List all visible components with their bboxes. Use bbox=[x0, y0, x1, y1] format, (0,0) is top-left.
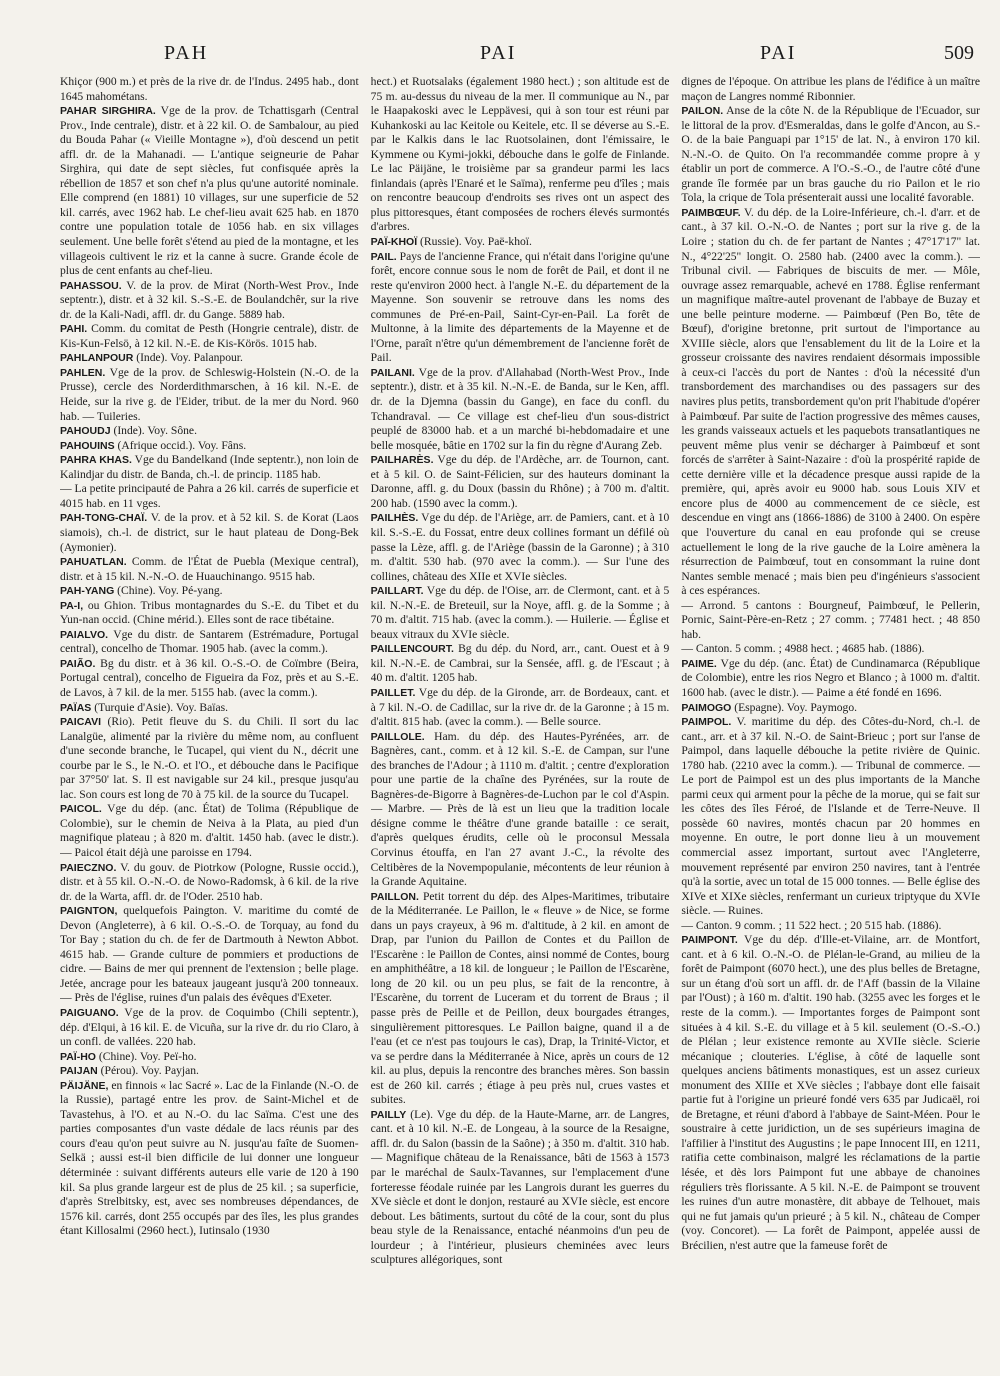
entry-text: Khiçor (900 m.) et près de la rive dr. de l'Indus. 2495 hab., dont 1645 mahométans. bbox=[60, 75, 359, 103]
entry-text: Vge du dép. de la Gironde, arr. de Bordeaux, cant. et à 7 kil. N.-O. de Cadillac, sur la rive dr. de la Garonne ; à 15 m. d'altit. 815 hab. (avec la comm.). — Belle source. bbox=[370, 685, 670, 729]
dictionary-entry bbox=[371, 250, 670, 366]
entry-text: Pays de l'ancienne France, qui n'était dans l'origine qu'une forêt, encore connue sous le nom de forêt de Pail, et dont il ne reste qu'environ 2000 hect. à l'angle N.-E. du département de la Mayenne. Son souvenir se retrouve dans les noms des communes de Pré-en-Pail, Saint-Cyr-en-Pail. La forêt de Multonne, à la limite des départements de la Mayenne et de l'Orne, paraît n'être qu'un démembrement de l'ancienne forêt de Pail. bbox=[370, 249, 670, 365]
entry-text: Vge du dép. (anc. État) de Tolima (République de Colombie), sur le chemin de Neiva à la Plata, au pied d'un magnifique plateau ; à 820 m. d'altit. 1450 hab. (avec le distr.). — Paicol était déjà une paroisse en 1794. bbox=[60, 802, 359, 859]
entry-text: V. de la prov. et à 52 kil. S. de Korat (Laos siamois), ch.-l. de district, sur le haut plateau de Dong-Bek (Aymonier). bbox=[60, 511, 359, 554]
entry-text: (Le). Vge du dép. de la Haute-Marne, arr. de Langres, cant. et à 10 kil. N.-E. de Longeau, à la source de la Resaigne, affl. dr. du Salon (bassin de la Saône) ; à 350 m. d'altit. 310 hab. — Magnifique château de la Renaissance, bâti de 1563 à 1573 par le maréchal de Saulx-Tavannes, sur l'emplacement d'une forteresse féodale ruinée par les Langrois durant les guerres du XVe siècle et dont le donjon, restauré au XVIe siècle, est encore debout. Les bâtiments, surtout du côté de la cour, sont du plus beau style de la Renaissance, entaché néanmoins d'un peu de lourdeur ; à l'intérieur, plusieurs cheminées avec leurs sculptures allégoriques, sont bbox=[370, 1107, 670, 1267]
dictionary-entry bbox=[371, 686, 670, 730]
entry-headword: PAHI. bbox=[60, 323, 88, 336]
dictionary-entry bbox=[60, 351, 359, 366]
entry-text: — Arrond. 5 cantons : Bourgneuf, Paimbœuf, le Pellerin, Pornic, Saint-Père-en-Retz ; 27 comm. ; 77481 hect. ; 48 850 hab. bbox=[681, 598, 980, 641]
entry-headword: PAIECZNO. bbox=[60, 861, 117, 874]
dictionary-entry bbox=[60, 453, 359, 482]
entry-text: (Russie). Voy. Paë-khoï. bbox=[417, 235, 532, 249]
header-left-guideword: PAH bbox=[164, 42, 209, 64]
column-3 bbox=[681, 75, 980, 1365]
entry-headword: PAILLET. bbox=[370, 686, 416, 699]
entry-text: Vge du distr. de Santarem (Estrémadure, Portugal central), concelho de Thomar. 1905 hab. (avec la comm.). bbox=[60, 627, 359, 656]
entry-headword: PAÏ-HO bbox=[60, 1050, 96, 1063]
entry-text: quelquefois Paington. V. maritime du comté de Devon (Angleterre), à 6 kil. O.-S.-O. de Torquay, au fond du Tor Bay ; station du ch. de fer de Dartmouth à Newton Abbot. 4615 hab. — Grande culture de pommiers et productions de cidre. — Bains de mer qui prennent de l'extension ; belle plage. Jetée, ancrage pour les bateaux jaugeant jusqu'à 200 tonneaux. — Près de l'église, ruines d'un palais des évêques d'Exeter. bbox=[60, 904, 359, 1005]
dictionary-entry bbox=[371, 366, 670, 453]
dictionary-entry bbox=[371, 730, 670, 890]
entry-headword: PAILLON. bbox=[370, 890, 419, 903]
dictionary-entry bbox=[60, 482, 359, 511]
entry-text: Ham. du dép. des Hautes-Pyrénées, arr. de Bagnères, cant., comm. et à 12 kil. S.-E. de Campan, sur l'une des branches de l'Adour ; à 1110 m. d'altit. ; centre d'exploration pour une partie de la chaîne des Pyrénées, sur la route de Bagnères-de-Bigorre à Bagnères-de-Luchon par le col d'Aspin. — Marbre. — Près de là est un lieu que la tradition locale désigne comme le théâtre d'une grande bataille : ce serait, d'après quelques érudits, celle où le proconsul Messala Corvinus étouffa, en l'an 27 avant J.-C., la révolte des Celtibères de la Novempopulanie, mécontents de leur réunion à la Grande Aquitaine. bbox=[370, 729, 670, 889]
entry-headword: PAILLENCOURT. bbox=[370, 643, 454, 656]
dictionary-entry bbox=[60, 904, 359, 1006]
entry-text: (Rio). Petit fleuve du S. du Chili. Il sort du lac Lanalgüe, alimenté par la rivière du même nom, au confluent d'une seconde branche, le Tucapel, qui vient du N., décrit une courbe par le S., le N.-O. et l'O., et débouche dans le Pacifique par 37°50' lat. S. Il est navigable sur 24 kil., presque jusqu'au lac. Son cours est long de 70 à 75 kil. de la source du Tucapel. bbox=[60, 715, 359, 801]
column-1 bbox=[60, 75, 359, 1365]
entry-headword: PÄIJÄNE, bbox=[60, 1079, 109, 1092]
entry-headword: PAILHÈS. bbox=[370, 512, 419, 525]
entry-headword: PAIÃO. bbox=[60, 657, 96, 670]
entry-headword: PAIMPONT. bbox=[681, 934, 738, 947]
dictionary-entry bbox=[681, 104, 980, 206]
entry-text: Vge du Bandelkand (Inde septentr.), non loin de Kalindjar du distr. de Banda, ch.-l. de princip. 1185 hab. bbox=[60, 453, 359, 481]
entry-headword: PAILLOLE. bbox=[370, 730, 425, 743]
entry-headword: PAICOL. bbox=[60, 803, 102, 816]
dictionary-entry bbox=[60, 511, 359, 555]
entry-text: V. du dép. de la Loire-Inférieure, ch.-l. d'arr. et de cant., à 37 kil. O.-N.-O. de Nantes ; port sur la rive g. de la Loire ; station du ch. de fer partant de Nantes ; 47°17'17" lat. N., 4°22'25" longit. O. 2580 hab. (2400 avec la comm.). — Tribunal civil. — Fabriques de biscuits de mer. — Môle, ouvrage assez remarquable, achevé en 1788. Église renfermant un magnifique maître-autel provenant de l'abbaye de Buzay et une belle peinture moderne. — Paimbœuf (Pen Bo, tête de Bœuf), d'origine bretonne, prit surtout de l'importance au XVIIIe siècle, alors que l'ensablement du lit de la Loire et la grosseur croissante des navires rendaient désormais impossible à ceux-ci l'accès du port de Nantes : d'où la nécessité d'un transbordement des marchandises ou des passagers sur des navires plus petits, transbordement qu'on prit l'habitude d'opérer à Paimbœuf. Par suite de l'action progressive des mêmes causes, les grands vaisseaux actuels et les paquebots transatlantiques ne peuvent même plus venir se décharger à Paimbœuf et sont forcés de s'arrêter à Saint-Nazaire : d'où la prospérité rapide de cette dernière ville et la décadence presque aussi rapide de la première, qui, après avoir eu 9000 hab. sous Louis XIV et encore plus de 4000 au commencement de ce siècle, est descendue en vingt ans (1866-1886) de 3100 à 2400. On espère que l'ouverture du canal en eau profonde qui se creuse actuellement le long de la rive gauche de la Loire amènera la résurrection de Paimbœuf, tout en consommant la ruine dont Nantes semble menacé ; mais bien peu d'ingénieurs s'associent à ces espérances. bbox=[681, 205, 980, 598]
dictionary-entry bbox=[60, 322, 359, 351]
entry-text: Vge du dép. (anc. État) de Cundinamarca (République de Colombie), entre les rios Negro et Blanco ; à 1000 m. d'altit. 1600 hab. (avec le distr.). — Paime a été fondé en 1696. bbox=[681, 656, 980, 699]
entry-headword: PAHLEN. bbox=[60, 366, 106, 379]
entry-text: Vge du dép. de l'Ariège, arr. de Pamiers, cant. et à 10 kil. S.-S.-E. du Fossat, entre deux collines formant un défilé où passe la Lèze, affl. g. de l'Ariège (bassin de la Garonne) ; à 310 m. d'altit. 530 hab. (970 avec la comm.). — Sur l'une des collines, château des XIIe et XVIe siècles. bbox=[370, 511, 670, 583]
text-columns bbox=[60, 75, 980, 1365]
dictionary-entry bbox=[60, 861, 359, 905]
entry-headword: PAIL. bbox=[370, 250, 397, 263]
dictionary-entry bbox=[60, 75, 359, 104]
entry-text: Vge de la prov. de Tchattisgarh (Central Prov., Inde centrale), distr. et à 22 kil. O. de Sambalour, au pied du Bouda Pahar (« Vieille Montagne »), d'où descend un petit affl. dr. de la Mahanadi. — L'antique seigneurie de Pahar Sirghira, qui date de sept siècles, fut confisquée après la rébellion de 1857 et son chef n'a plus qu'une autorité nominale. Elle comprend (en 1881) 10 villages, sur une superficie de 52 kil. carrés, avec 1962 hab. Le chef-lieu avait 625 hab. en 1870 contre une population totale de 1056 hab. en six villages seulement. Une belle forêt s'étend au pied de la montagne, et les villageois cultivent le riz et la canne à sucre. Grande école de plus de cent enfants au chef-lieu. bbox=[60, 104, 359, 278]
entry-text: (Chine). Voy. Peï-ho. bbox=[95, 1049, 197, 1063]
header-right-guideword: PAI bbox=[760, 42, 797, 64]
entry-headword: PAHAR SIRGHIRA. bbox=[60, 105, 156, 118]
entry-headword: PAIMPOL. bbox=[681, 716, 732, 729]
dictionary-entry bbox=[681, 919, 980, 934]
entry-headword: PAHOUINS bbox=[60, 439, 115, 452]
entry-headword: PAIALVO. bbox=[60, 628, 109, 641]
entry-text: (Espagne). Voy. Paymogo. bbox=[731, 700, 858, 714]
dictionary-entry bbox=[60, 366, 359, 424]
entry-text: — Canton. 9 comm. ; 11 522 hect. ; 20 515 hab. (1886). bbox=[681, 918, 942, 932]
dictionary-entry bbox=[60, 657, 359, 701]
entry-text: (Inde). Voy. Sône. bbox=[110, 424, 197, 438]
dictionary-entry bbox=[371, 511, 670, 584]
dictionary-entry bbox=[371, 1108, 670, 1268]
dictionary-entry bbox=[371, 584, 670, 642]
entry-text: (Chine). Voy. Pé-yang. bbox=[114, 584, 223, 598]
entry-text: (Turquie d'Asie). Voy. Baïas. bbox=[91, 700, 229, 714]
entry-text: Vge du dép. d'Ille-et-Vilaine, arr. de Montfort, cant. et à 6 kil. O.-N.-O. de Plélan-le-Grand, au milieu de la forêt de Paimpont (6070 hect.), une des plus belles de Bretagne, sur un étang d'où sort un affl. dr. de l'Aff (bassin de la Vilaine par l'Oust) ; à 160 m. d'altit. 190 hab. (3255 avec les forges et le reste de la comm.). — Importantes forges de Paimpont sont situées à 4 kil. S.-E. du village et à 5 kil. seulement (O.-S.-O.) de Plélan ; leur existence remonte au XVIIe siècle. Scierie mécanique ; clouteries. L'église, à côté de laquelle sont quelques anciens bâtiments monastiques, est un assez curieux monument des XIIIe et XVe siècles ; l'abbaye dont elle faisait partie fut à l'origine un prieuré fondé vers 635 par Judicaël, roi de Bretagne, et réuni d'abord à l'abbaye de Saint-Méen. Pour le soustraire à cette juridiction, un de ses supérieurs imagina de l'affilier à l'institut des Augustins ; le pape Innocent III, en 1211, ratifia cette combinaison, malgré les réclamations de la partie lésée, et dès lors Paimpont fut une abbaye de chanoines réguliers très florissante. A 5 kil. N.-E. de Paimpont se trouvent les ruines d'un autre monastère, dit abbaye de Telhouet, mais qui ne fut jamais qu'un prieuré ; à 5 kil. N., château de Comper (voy. Concoret). — La forêt de Paimpont, appelée aussi de Brécilien, n'est autre que la fameuse forêt de bbox=[681, 933, 980, 1252]
dictionary-entry bbox=[60, 104, 359, 279]
entry-text: V. du gouv. de Piotrkow (Pologne, Russie occid.), distr. et à 55 kil. O.-N.-O. de Nowo-Radomsk, à 6 kil. de la rive dr. de la Warta, affl. dr. de l'Oder. 2510 hab. bbox=[60, 860, 359, 903]
entry-text: Vge de la prov. de Coquimbo (Chili septentr.), dép. d'Elqui, à 16 kil. E. de Vicuña, sur la rive dr. du rio Claro, à un confl. de vallées. 220 hab. bbox=[60, 1006, 359, 1049]
dictionary-entry bbox=[60, 715, 359, 802]
header-middle-guideword: PAI bbox=[480, 42, 517, 64]
entry-text: Vge de la prov. d'Allahabad (North-West Prov., Inde septentr.), distr. et à 35 kil. N.-N.-E. de Banda, sur le Ken, affl. dr. de la Djemna (bassin du Gange), en face du confl. du Tchandraval. — Ce village est chef-lieu d'un sous-district peuplé de 83000 hab. et a un marché bi-hebdomadaire et une belle mosquée, bâtie en 1702 sur la fin du règne d'Aurang Zeb. bbox=[370, 365, 670, 452]
dictionary-entry bbox=[681, 715, 980, 919]
dictionary-entry bbox=[60, 1064, 359, 1079]
entry-headword: PAHOUDJ bbox=[60, 425, 111, 438]
dictionary-entry bbox=[60, 802, 359, 860]
entry-headword: PAH-YANG bbox=[60, 585, 115, 598]
dictionary-entry bbox=[681, 657, 980, 701]
entry-text: (Inde). Voy. Palanpour. bbox=[133, 351, 243, 365]
entry-headword: PAIMOGO bbox=[681, 701, 732, 714]
entry-text: hect.) et Ruotsalaks (également 1980 hect.) ; son altitude est de 75 m. au-dessus du niveau de la mer. Il communique au N., par le Haapakoski avec le Leppävesi, qui à son tour est réuni par Kuhankoski au lac Keitole ou Keitele, etc. Il se déverse au S.-E. par le Kalkis dans le lac Ruotsolainen, dont l'émissaire, le Kymmene ou Kymi-jokki, débouche dans le golfe de Finlande. Le lac Päijäne, le troisième par sa grandeur parmi les lacs finlandais (après l'Enaré et le Saïma), renferme peu d'îles ; mais on rencontre beaucoup d'endroits ses rives ont un aspect des plus pittoresques, étant composées de rochers élevés surmontés d'arbres. bbox=[370, 75, 670, 234]
dictionary-entry bbox=[60, 555, 359, 584]
running-header bbox=[60, 38, 980, 68]
dictionary-entry bbox=[60, 424, 359, 439]
entry-headword: PAHLANPOUR bbox=[60, 352, 134, 365]
entry-text: Vge du dép. de l'Ardèche, arr. de Tournon, cant. et à 5 kil. O. de Saint-Félicien, sur des hauteurs dominant la Daronne, affl. g. du Doux (bassin du Rhône) ; à 700 m. d'altit. 200 hab. (1590 avec la comm.). bbox=[370, 453, 670, 510]
entry-headword: PAIJAN bbox=[60, 1065, 98, 1078]
dictionary-entry bbox=[60, 1079, 359, 1239]
entry-headword: PAIGNTON, bbox=[60, 905, 118, 918]
entry-text: Petit torrent du dép. des Alpes-Maritimes, tributaire de la Méditerranée. Le Paillon, le « fleuve » de Nice, se forme dans un pays crayeux, à 96 m. d'altitude, à 2 kil. en amont de Drap, par l'union du Paillon de Contes et du Paillon de l'Escarène : le Paillon de Contes, ainsi nommé de Contes, bourg en amphithéâtre, a 18 kil. de longueur ; le Paillon de l'Escarène, long de 20 kil. ou un peu plus, se fait de la rencontre, à l'Escarène, du torrent de Luceram et du torrent de Braus ; il passe près de Peille et de Peillon, deux bourgades étranges, singulièrement pittoresques. Le Paillon baigne, quand il a de l'eau (et ce n'est pas toujours le cas), Drap, la Trinité-Victor, et va se perdre dans la Méditerranée à Nice, après un cours de 12 kil. au plus, depuis la rencontre des branches mères. Son bassin est de 260 kil. carrés ; étiage à peu près nul, crues vastes et subites. bbox=[370, 889, 670, 1107]
entry-headword: PAIME. bbox=[681, 657, 717, 670]
dictionary-entry bbox=[60, 279, 359, 323]
entry-text: — La petite principauté de Pahra a 26 kil. carrés de superficie et 4015 hab. en 11 vges. bbox=[60, 482, 359, 510]
entry-text: Vge du dép. de l'Oise, arr. de Clermont, cant. et à 5 kil. N.-N.-E. de Breteuil, sur la Noye, affl. g. de la Somme ; à 70 m. d'altit. 715 hab. (avec la comm.). — Huilerie. — Église et beaux vitraux du XVIe siècle. bbox=[370, 584, 670, 641]
entry-text: — Canton. 5 comm. ; 4988 hect. ; 4685 hab. (1886). bbox=[681, 642, 925, 656]
entry-headword: PAHUATLAN. bbox=[60, 556, 127, 569]
dictionary-entry bbox=[371, 235, 670, 250]
dictionary-entry bbox=[60, 1050, 359, 1065]
entry-text: Bg du distr. et à 36 kil. O.-S.-O. de Coïmbre (Beira, Portugal central), concelho de Figueira da Foz, près et au S.-E. de Lavos, à 7 kil. de la mer. 5155 hab. (avec la comm.). bbox=[60, 656, 359, 699]
entry-text: V. maritime du dép. des Côtes-du-Nord, ch.-l. de cant., arr. et à 37 kil. N.-O. de Saint-Brieuc ; port sur l'anse de Paimpol, dans laquelle débouche la petite rivière de Quinic. 1780 hab. (2210 avec la comm.). — Tribunal de commerce. — Le port de Paimpol est un des plus importants de la Manche parmi ceux qui arment pour la pêche de la morue, qui se fait sur les côtes des îles Féroé, de l'Islande et de Terre-Neuve. Il possède 60 navires, montés chacun par 20 hommes en moyenne. En outre, le port donne lieu à un mouvement commercial assez important, surtout avec l'Angleterre, mouvement représenté par environ 250 navires, tant à l'entrée qu'à la sortie, avec un total de 15 000 tonnes. — Belle église des XIVe et XIXe siècles, renfermant un curieux triptyque du XVIe siècle. — Ruines. bbox=[681, 715, 980, 918]
entry-headword: PAHASSOU. bbox=[60, 279, 122, 292]
entry-text: en finnois « lac Sacré ». Lac de la Finlande (N.-O. de la Russie), partagé entre les prov. de Saint-Michel et de Tavastehus, à l'O. et au N.-O. du lac Saïma. C'est une des parties composantes d'un vaste dédale de lacs réunis par des cours d'eau qu'on peut suivre au N. jusqu'au faîte de Suomen-Selkä ; aussi est-il bien difficile de lui donner une longueur déterminée : suivant différents auteurs elle varie de 120 à 190 kil. Sa plus grande largeur est de plus de 25 kil. ; sa superficie, d'après Strelbitsky, est, avec ses nombreuses dépendances, de 1576 kil. carrés, dont 255 occupés par des îles, les plus grandes étant Killosalmi (2960 hect.), Iutinsalo (1930 bbox=[60, 1078, 359, 1238]
entry-text: Anse de la côte N. de la République de l'Ecuador, sur le littoral de la prov. d'Esmeraldas, dans le golfe d'Ancon, au S.-O. de la baie Panguapi par 1°15' de lat. N., à environ 170 kil. N.-N.-O. de Quito. On l'a recommandée comme propre à y établir un port de commerce. A l'O.-S.-O., de l'autre côté d'une grande île formée par un bras gauche du rio Pailon et le rio Tola, la crique de Tola présenterait aussi une localité favorable. bbox=[681, 104, 980, 205]
dictionary-entry bbox=[371, 642, 670, 686]
dictionary-entry bbox=[681, 933, 980, 1253]
dictionary-entry bbox=[60, 701, 359, 716]
entry-text: Bg du dép. du Nord, arr., cant. Ouest et à 9 kil. N.-N.-E. de Cambrai, sur la Sensée, affl. g. de l'Escaut ; à 40 m. d'altit. 1205 hab. bbox=[370, 642, 670, 685]
entry-text: ou Ghion. Tribus montagnardes du S.-E. du Tibet et du Yun-nan occid. (Chine mérid.). Elles sont de race tibétaine. bbox=[60, 598, 359, 627]
entry-headword: PAILLY bbox=[370, 1108, 407, 1121]
dictionary-entry bbox=[681, 206, 980, 599]
dictionary-entry bbox=[371, 75, 670, 235]
dictionary-entry bbox=[681, 701, 980, 716]
entry-text: (Pérou). Voy. Payjan. bbox=[97, 1064, 199, 1078]
entry-headword: PAILHARÈS. bbox=[370, 454, 434, 467]
entry-text: Comm. du comitat de Pesth (Hongrie centrale), distr. de Kis-Kun-Felsö, à 12 kil. N.-E. de Kis-Körös. 1015 hab. bbox=[60, 322, 359, 350]
page-number: 509 bbox=[944, 42, 974, 64]
entry-text: Comm. de l'État de Puebla (Mexique central), distr. et à 15 kil. N.-N.-O. de Huauchinango. 9515 hab. bbox=[60, 555, 359, 583]
dictionary-entry bbox=[681, 599, 980, 643]
entry-headword: PAÏ-KHOÏ bbox=[370, 236, 418, 249]
entry-text: (Afrique occid.). Voy. Fâns. bbox=[114, 438, 247, 452]
dictionary-entry bbox=[60, 599, 359, 628]
entry-headword: PAILLART. bbox=[370, 585, 424, 598]
dictionary-entry bbox=[681, 75, 980, 104]
dictionary-entry bbox=[60, 628, 359, 657]
entry-headword: PAH-TONG-CHAÏ. bbox=[60, 512, 148, 525]
entry-headword: PAIMBŒUF. bbox=[681, 206, 741, 219]
entry-headword: PAHRA KHAS. bbox=[60, 454, 132, 467]
dictionary-entry bbox=[60, 439, 359, 454]
entry-text: Vge de la prov. de Schleswig-Holstein (N.-O. de la Prusse), cercle des Norderdithmarschen, à 16 kil. N.-E. de Heide, sur la rive g. de l'Eider, tribut. de la mer du Nord. 960 hab. — Tuileries. bbox=[60, 365, 359, 423]
dictionary-entry bbox=[371, 453, 670, 511]
column-2 bbox=[371, 75, 670, 1365]
entry-text: dignes de l'époque. On attribue les plans de l'édifice à un maître maçon de Langres nommé Ribonnier. bbox=[681, 75, 980, 103]
dictionary-entry bbox=[681, 642, 980, 657]
entry-headword: PAICAVI bbox=[60, 716, 102, 729]
entry-headword: PAILON. bbox=[681, 105, 724, 118]
entry-text: V. de la prov. de Mirat (North-West Prov., Inde septentr.), distr. et à 32 kil. S.-S.-E. de Boulandchêr, sur la rive dr. de la Kali-Nadi, affl. dr. du Gange. 5889 hab. bbox=[60, 278, 359, 321]
entry-headword: PA-I, bbox=[60, 599, 84, 612]
dictionary-entry bbox=[371, 890, 670, 1108]
dictionary-entry bbox=[60, 584, 359, 599]
entry-headword: PAIGUANO. bbox=[60, 1007, 119, 1019]
dictionary-entry bbox=[60, 1006, 359, 1050]
entry-headword: PAILANI. bbox=[370, 366, 415, 379]
entry-headword: PAÏAS bbox=[60, 701, 92, 714]
